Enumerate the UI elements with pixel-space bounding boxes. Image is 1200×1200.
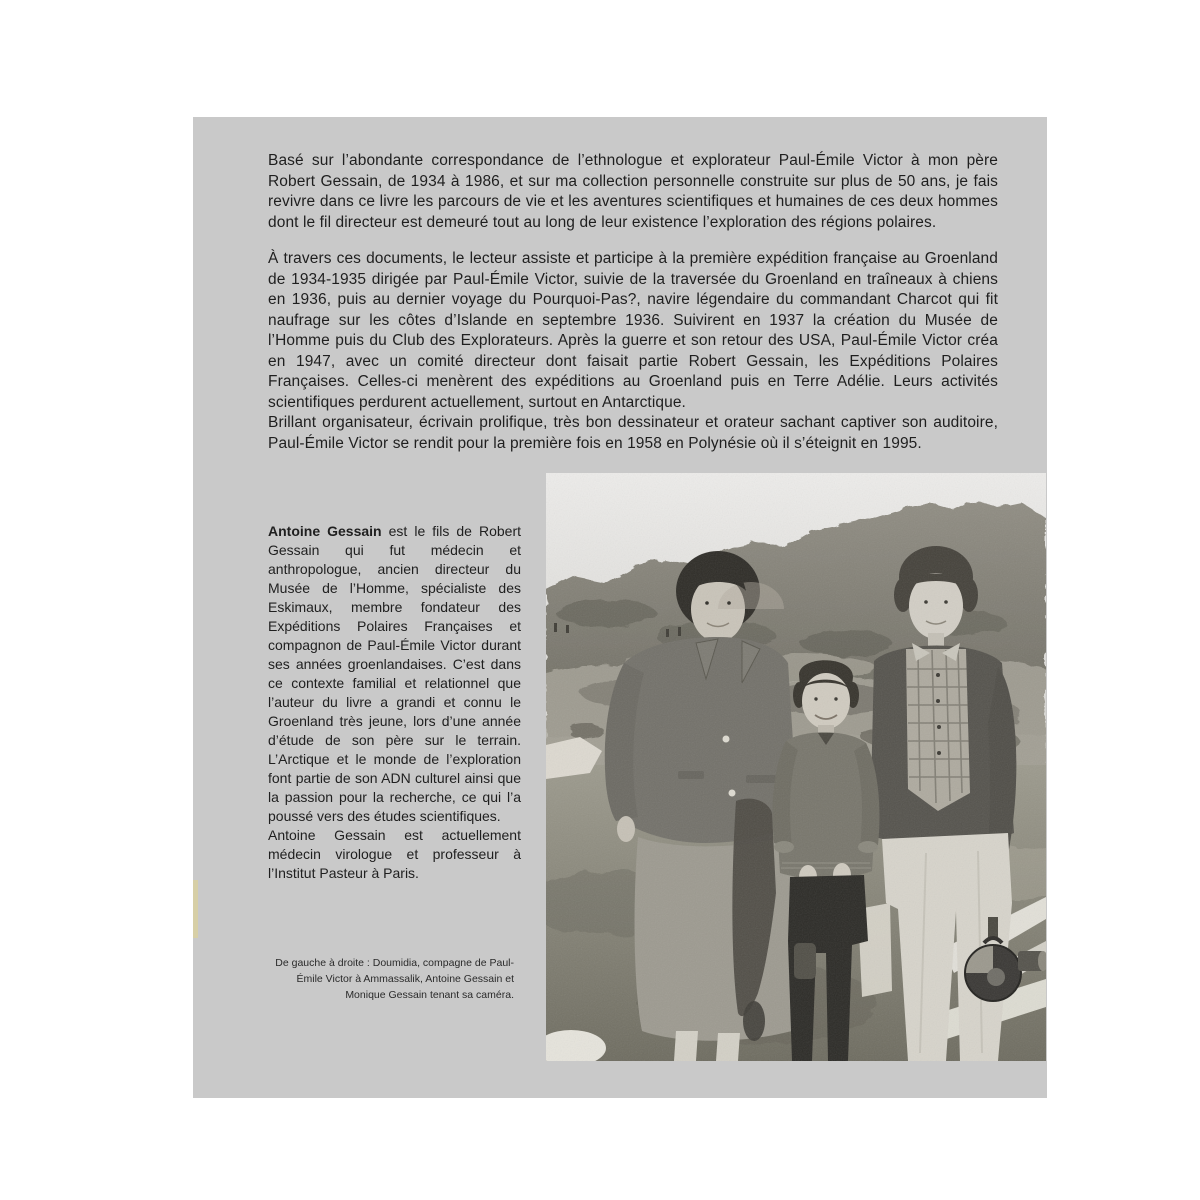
intro-text	[268, 151, 998, 454]
author-name: Antoine Gessain	[268, 523, 382, 539]
author-bio	[268, 522, 521, 883]
photo-caption: De gauche à droite : Doumidia, compagne de Paul-Émile Victor à Ammassalik, Antoine Gessain et Monique Gessain tenant sa caméra.	[275, 957, 514, 1002]
bio-paragraph-1-text: est le fils de Robert Gessain qui fut médecin et anthropologue, ancien directeur du Musée de l’Homme, spécialiste des Eskimaux, membre fondateur des Expéditions Polaires Françaises et compagnon de Paul-Émile Victor durant ses années groenlandaises. C’est dans ce contexte familial et relationnel que l’auteur du livre a grandi et connu le Groenland très jeune, lors d’une année d’étude de son père sur le terrain. L’Arctique et le monde de l’exploration font partie de son ADN culturel ainsi que la passion pour la recherche, ce qui l’a poussé vers des études scientifiques.	[268, 523, 521, 824]
bio-paragraph-1	[268, 522, 521, 826]
intro-paragraph-2: À travers ces documents, le lecteur assiste et participe à la première expédition française au Groenland de 1934-1935 dirigée par Paul-Émile Victor, suivie de la traversée du Groenland en traîneaux à chiens en 1936, puis au dernier voyage du Pourquoi-Pas?, navire légendaire du commandant Charcot qui fit naufrage sur les côtes d’Islande en septembre 1936. Suivirent en 1937 la création du Musée de l’Homme puis du Club des Explorateurs. Après la guerre et son retour des USA, Paul-Émile Victor créa en 1947, avec un comité directeur dont faisait partie Robert Gessain, les Expéditions Polaires Françaises. Celles-ci menèrent des expéditions au Groenland puis en Terre Adélie. Leurs activités scientifiques perdurent actuellement, surtout en Antarctique.	[268, 250, 998, 411]
intro-paragraph-3: Brillant organisateur, écrivain prolifique, très bon dessinateur et orateur sachant captiver son auditoire, Paul-Émile Victor se rendit pour la première fois en 1958 en Polynésie où il s’éteignit en 1995.	[268, 414, 998, 452]
photo-illustration	[546, 473, 1046, 1061]
intro-paragraph-1: Basé sur l’abondante correspondance de l’ethnologue et explorateur Paul-Émile Victor à mon père Robert Gessain, de 1934 à 1986, et sur ma collection personnelle construite sur plus de 50 ans, je fais revivre dans ce livre les parcours de vie et les aventures scientifiques et humaines de ces deux hommes dont le fil directeur est demeuré tout au long de leur existence l’exploration des régions polaires.	[268, 152, 998, 231]
film-grain	[546, 473, 1046, 1061]
book-flap-panel	[193, 117, 1047, 1098]
photo-greenland	[546, 473, 1046, 1061]
bio-paragraph-2: Antoine Gessain est actuellement médecin virologue et professeur à l’Institut Pasteur à Paris.	[268, 827, 521, 881]
accent-strip	[193, 880, 198, 938]
